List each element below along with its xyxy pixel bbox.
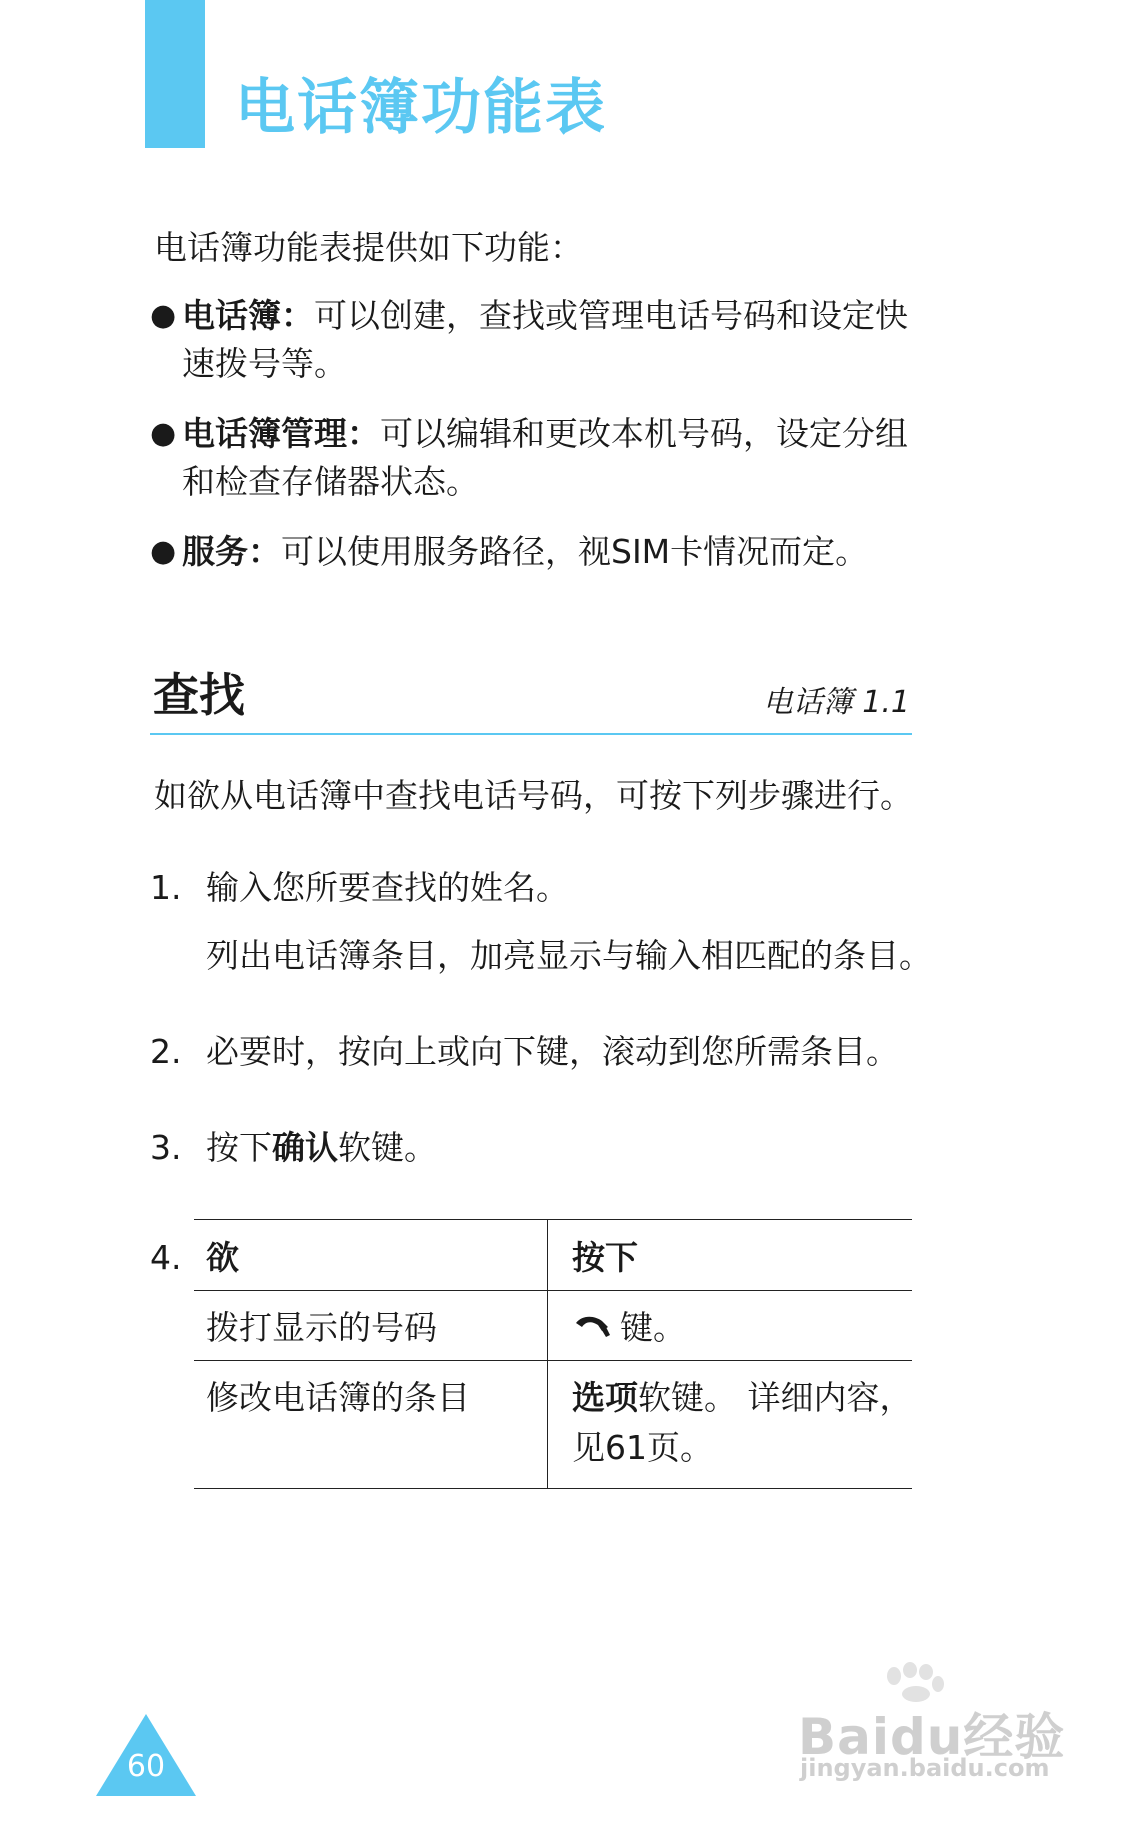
bullet-icon: ● [150, 416, 177, 451]
table-cell-action: 拨打显示的号码 [206, 1308, 437, 1347]
table-row-border [194, 1360, 912, 1361]
step-text: 输入您所要查找的姓名。 [206, 868, 569, 907]
section-intro: 如欲从电话簿中查找电话号码，可按下列步骤进行。 [154, 776, 913, 815]
feature-desc: 可以使用服务路径，视SIM卡情况而定。 [281, 532, 869, 571]
page-number: 60 [126, 1749, 166, 1784]
table-bottom-border [194, 1488, 912, 1489]
baidu-paw-icon [880, 1662, 950, 1702]
feature-desc: 可以创建，查找或管理电话号码和设定快速拨号等。 [182, 296, 908, 383]
step-number: 2. [150, 1032, 182, 1071]
step-number: 4. [150, 1238, 182, 1277]
step-text-pre: 按下 [206, 1128, 272, 1167]
bullet-icon: ● [150, 298, 177, 333]
table-cell-key [572, 1374, 913, 1422]
feature-desc: 可以编辑和更改本机号码，设定分组和检查存储器状态。 [182, 414, 908, 501]
step-text [206, 1124, 437, 1172]
feature-item [150, 528, 910, 576]
table-cell-key-text: 软键。 详细内容， [638, 1378, 913, 1417]
feature-separator: ： [248, 532, 281, 571]
step-note: 列出电话簿条目，加亮显示与输入相匹配的条目。 [206, 936, 932, 975]
feature-term: 电话簿 [182, 296, 281, 335]
feature-separator: ： [347, 414, 380, 453]
options-key-label: 选项 [572, 1378, 638, 1417]
table-header-want: 欲 [206, 1238, 239, 1277]
table-cell-key-continued: 见61页。 [572, 1428, 713, 1467]
title-accent-bar [145, 0, 205, 148]
feature-term: 服务 [182, 532, 248, 571]
confirm-key-label: 确认 [272, 1128, 338, 1167]
watermark-brand: Baidu经验 [798, 1708, 1066, 1766]
step-number: 3. [150, 1128, 182, 1167]
table-row-border [194, 1290, 912, 1291]
table-top-border [194, 1219, 912, 1220]
call-key-icon [572, 1313, 612, 1343]
intro-text: 电话簿功能表提供如下功能： [154, 228, 583, 267]
section-title: 查找 [153, 668, 245, 722]
call-key-suffix: 键。 [620, 1308, 686, 1347]
section-ref: 电话簿 1.1 [762, 685, 910, 720]
table-cell-action: 修改电话簿的条目 [206, 1378, 470, 1417]
page-title: 电话簿功能表 [235, 73, 607, 143]
section-divider [150, 733, 912, 735]
step-text-post: 软键。 [338, 1128, 437, 1167]
feature-separator: ： [281, 296, 314, 335]
feature-term: 电话簿管理 [182, 414, 347, 453]
feature-item [150, 410, 910, 506]
feature-item [150, 292, 910, 388]
table-column-divider [547, 1219, 548, 1489]
watermark-url: jingyan.baidu.com [800, 1754, 1050, 1782]
table-header-press: 按下 [572, 1238, 638, 1277]
step-text: 必要时，按向上或向下键，滚动到您所需条目。 [206, 1032, 899, 1071]
table-cell-key [572, 1304, 686, 1352]
step-number: 1. [150, 868, 182, 907]
bullet-icon: ● [150, 534, 177, 569]
